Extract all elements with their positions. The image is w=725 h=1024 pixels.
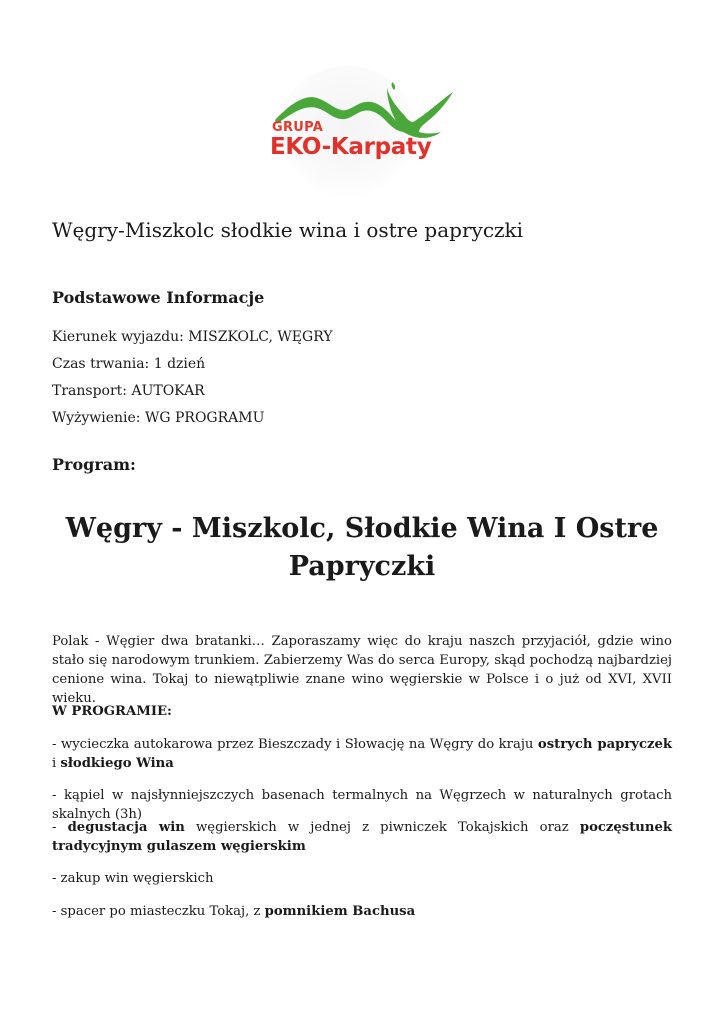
item-bold-text: poczęstunek tradycyjnym gulaszem węgierskim: [52, 820, 672, 854]
logo-text-brand: EKO-Karpaty: [270, 134, 432, 160]
company-logo: [255, 62, 470, 197]
item-text: - spacer po miasteczku Tokaj, z: [52, 904, 265, 919]
item-text: - wycieczka autokarowa przez Bieszczady i Słowację na Węgry do kraju: [52, 737, 538, 752]
info-transport: Transport: AUTOKAR: [52, 383, 205, 399]
info-duration: Czas trwania: 1 dzień: [52, 356, 206, 372]
document-title: Węgry-Miszkolc słodkie wina i ostre papryczki: [52, 218, 524, 242]
item-text: -: [52, 820, 68, 835]
item-text: - zakup win węgierskich: [52, 871, 214, 886]
item-bold-text: słodkiego Wina: [60, 756, 174, 771]
info-meals: Wyżywienie: WG PROGRAMU: [52, 410, 265, 426]
program-item: [52, 735, 672, 773]
program-item: [52, 869, 672, 888]
info-destination: Kierunek wyjazdu: MISZKOLC, WĘGRY: [52, 329, 333, 345]
item-bold-text: ostrych papryczek: [537, 737, 672, 752]
logo-text-grupa: GRUPA: [272, 120, 324, 135]
item-text: i: [52, 756, 61, 771]
program-item: [52, 818, 672, 856]
item-text: - kąpiel w najsłynniejszczych basenach termalnych na Węgrzech w naturalnych grotach skalnych (3h): [52, 788, 672, 822]
program-item: [52, 902, 672, 921]
item-bold-text: degustacja win: [67, 820, 185, 835]
basic-info-heading: Podstawowe Informacje: [52, 288, 265, 307]
program-intro: Polak - Węgier dwa bratanki… Zaporaszamy więc do kraju naszch przyjaciół, gdzie wino stało się narodowym trunkiem. Zabierzemy Was do serca Europy, skąd pochodzą najbardziej cenione wina. Tokaj to niewątpliwie znane wino węgierskie w Polsce i o już od XVI, XVII wieku.: [52, 634, 672, 706]
program-heading: Program:: [52, 455, 136, 474]
in-program-label: W PROGRAMIE:: [52, 704, 172, 719]
item-bold-text: pomnikiem Bachusa: [264, 904, 416, 919]
item-text: węgierskich w jednej z piwniczek Tokajskich oraz: [184, 820, 580, 835]
program-main-heading: Węgry - Miszkolc, Słodkie Wina I Ostre Papryczki: [65, 513, 659, 582]
